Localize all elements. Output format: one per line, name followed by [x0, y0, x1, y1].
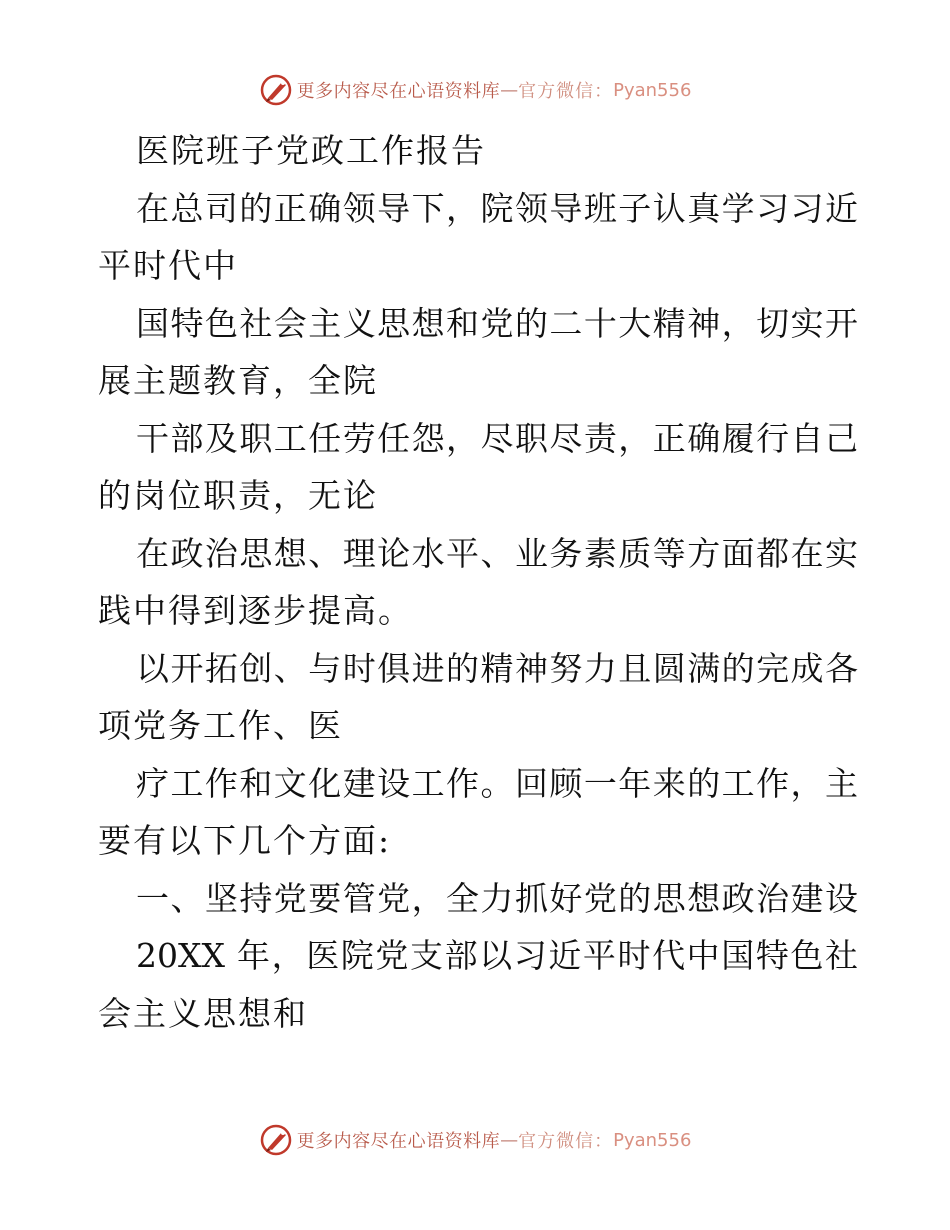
text-line: 在总司的正确领导下，院领导班子认真学习习近	[136, 188, 858, 228]
text-line: 在政治思想、理论水平、业务素质等方面都在实	[136, 533, 858, 573]
text-line: 以开拓创、与时俱进的精神努力且圆满的完成各	[136, 648, 858, 688]
text-line: 国特色社会主义思想和党的二十大精神，切实开	[136, 303, 858, 343]
watermark-main-text: 更多内容尽在心语资料库	[296, 1131, 501, 1152]
text-line: 干部及职工任劳任怨，尽职尽责，正确履行自己	[136, 418, 858, 458]
text-line: 的岗位职责，无论	[98, 476, 378, 515]
watermark-account-label: 官方微信：	[518, 1131, 614, 1152]
text-line: 疗工作和文化建设工作。回顾一年来的工作，主	[136, 763, 858, 803]
watermark-account-label: 官方微信：	[518, 81, 614, 102]
pen-logo-icon	[259, 1123, 293, 1157]
watermark-separator: —	[500, 79, 519, 101]
document-body	[98, 122, 858, 1042]
text-line: 20XX 年，医院党支部以习近平时代中国特色社	[136, 936, 858, 975]
text-line: 一、坚持党要管党，全力抓好党的思想政治建设	[136, 878, 858, 918]
watermark-account-id: Pyan556	[613, 79, 692, 101]
watermark-separator: —	[500, 1129, 519, 1151]
footer-watermark	[0, 1120, 950, 1160]
header-watermark	[0, 70, 950, 110]
text-line: 要有以下几个方面:	[98, 821, 392, 860]
text-line: 会主义思想和	[98, 993, 308, 1033]
pen-logo-icon	[259, 73, 293, 107]
text-line: 项党务工作、医	[98, 706, 343, 745]
text-line: 践中得到逐步提高。	[98, 591, 413, 630]
text-line: 平时代中	[98, 246, 238, 285]
text-line: 展主题教育，全院	[98, 361, 378, 400]
watermark-main-text: 更多内容尽在心语资料库	[296, 81, 501, 102]
watermark-account-id: Pyan556	[613, 1129, 692, 1151]
document-title: 医院班子党政工作报告	[136, 131, 486, 170]
